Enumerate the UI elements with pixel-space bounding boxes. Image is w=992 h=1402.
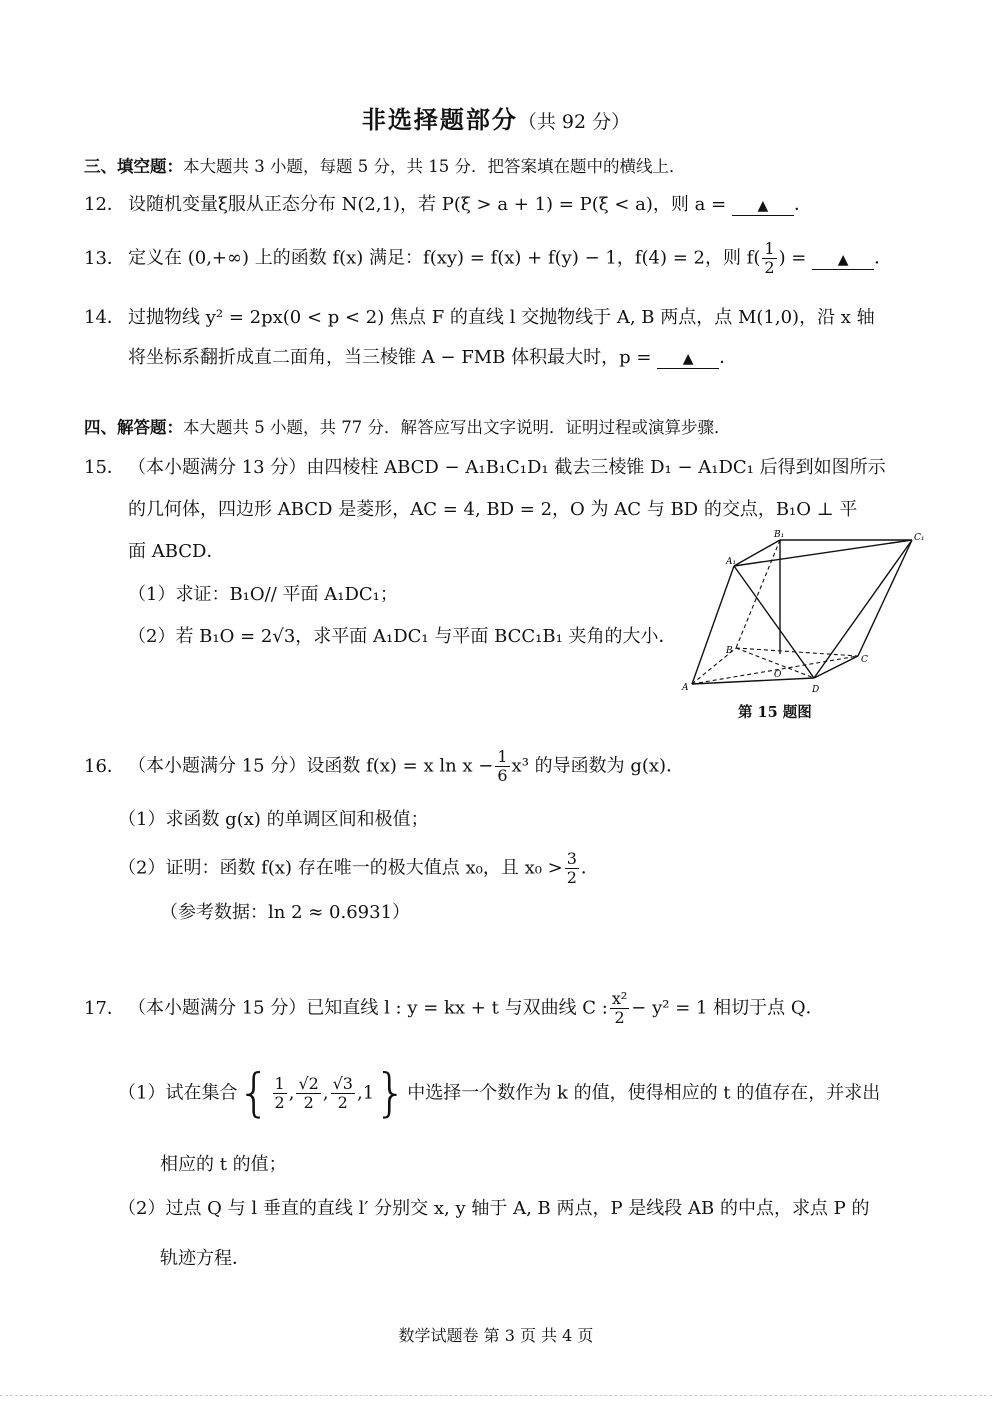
page-edge-line: [0, 1395, 992, 1396]
question-17-part2: （2）过点 Q 与 l 垂直的直线 l′ 分别交 x, y 轴于 A, B 两点，P 是线段 AB 的中点，求点 P 的: [118, 1198, 870, 1219]
figure-caption: 第 15 题图: [738, 704, 812, 721]
set-element-1: $\frac{1}{2}$: [274, 1074, 285, 1112]
question-13: 13． 定义在 (0,+∞) 上的函数 f(x) 满足：f(xy) = f(x) + f(y) − 1，f(4) = 2，则 f( $\frac{1}{2}$ ) = ▲ ．: [84, 239, 893, 277]
edge-a1-d: [734, 566, 814, 678]
set-element-2: $\frac{√2}{2}$: [298, 1074, 319, 1112]
edge-d-c: [814, 656, 858, 678]
fraction: $\frac{3}{2}$: [566, 849, 577, 887]
set-element-3: $\frac{√3}{2}$: [332, 1074, 353, 1112]
question-16: 16． （本小题满分 15 分）设函数 f(x) = x ln x − $\frac{1}{6}$ x³ 的导函数为 g(x)．: [84, 747, 685, 785]
edge-c1-c: [858, 540, 912, 656]
page-footer: 数学试题卷 第 3 页 共 4 页: [398, 1326, 594, 1345]
right-brace-icon: }: [374, 1063, 408, 1124]
set-element-4: 1: [362, 1082, 375, 1104]
edge-a1-a: [692, 566, 734, 684]
answer-blank: ▲: [657, 350, 719, 369]
question-16-reference: （参考数据：ln 2 ≈ 0.6931）: [160, 902, 411, 923]
left-brace-icon: {: [237, 1063, 271, 1124]
edge-a-d: [692, 678, 814, 684]
question-15-line2: 的几何体，四边形 ABCD 是菱形，AC = 4, BD = 2，O 为 AC 与 BD 的交点，B₁O ⊥ 平: [128, 499, 858, 520]
fraction: $\frac{1}{6}$: [497, 747, 508, 785]
question-15: 15． （本小题满分 13 分）由四棱柱 ABCD − A₁B₁C₁D₁ 截去三棱锥 D₁ − A₁DC₁ 后得到如图所示: [84, 457, 886, 478]
question-12: 12． 设随机变量ξ服从正态分布 N(2,1)，若 P(ξ > a + 1) = P(ξ < a)，则 a = ▲ ．: [84, 194, 812, 215]
label-c: C: [861, 655, 868, 665]
label-o: O: [774, 670, 782, 680]
question-17-part1: （1）试在集合{ $\frac{1}{2}$ , $\frac{√2}{2}$ , $\frac{√3}{2}$ ,1}中选择一个数作为 k 的值，使得相应的 t 的值存在，并求出: [118, 1063, 881, 1124]
edge-b1-b-hidden: [736, 540, 780, 648]
label-b1: B₁: [774, 530, 785, 540]
question-15-part2: （2）若 B₁O = 2√3，求平面 A₁DC₁ 与平面 BCC₁B₁ 夹角的大小．: [128, 626, 677, 647]
fraction: $\frac{\text{x²}}{2}$: [611, 989, 628, 1027]
label-c1: C₁: [914, 533, 925, 543]
question-15-part1: （1）求证：B₁O// 平面 A₁DC₁；: [128, 584, 398, 605]
question-14: 14． 过抛物线 y² = 2px(0 < p < 2) 焦点 F 的直线 l 交抛物线于 A, B 两点，点 M(1,0)，沿 x 轴: [84, 307, 875, 328]
edge-a1-c1: [734, 540, 912, 566]
section-fill-blank-header: 三、填空题：本大题共 3 小题，每题 5 分，共 15 分．把答案填在题中的横线上．: [84, 157, 686, 176]
answer-blank: ▲: [732, 197, 794, 216]
fraction: $\frac{1}{2}$: [764, 239, 775, 277]
label-a1: A₁: [726, 557, 737, 567]
title-note: （共 92 分）: [517, 111, 631, 133]
question-16-part1: （1）求函数 g(x) 的单调区间和极值；: [118, 809, 429, 830]
label-b: B: [726, 646, 733, 656]
question-15-line3: 面 ABCD．: [128, 541, 225, 562]
question-17: 17． （本小题满分 15 分）已知直线 l : y = kx + t 与双曲线 C : $\frac{\text{x²}}{2}$ − y² = 1 相切于点 Q．: [84, 989, 824, 1027]
label-a: A: [682, 683, 689, 693]
question-14-line2: 将坐标系翻折成直二面角，当三棱锥 A − FMB 体积最大时，p = ▲ ．: [128, 347, 738, 368]
section-solution-header: 四、解答题：本大题共 5 小题，共 77 分．解答应写出文字说明．证明过程或演算步骤．: [84, 418, 731, 437]
question-16-part2: （2）证明：函数 f(x) 存在唯一的极大值点 x₀，且 x₀ > $\frac{3}{2}$ ．: [118, 849, 599, 887]
geometry-figure: [676, 526, 936, 698]
label-d: D: [812, 685, 820, 695]
page-title: 非选择题部分（共 92 分）: [361, 105, 631, 134]
question-17-part1-cont: 相应的 t 的值；: [160, 1154, 287, 1175]
question-17-part2-cont: 轨迹方程．: [160, 1248, 250, 1269]
answer-blank: ▲: [812, 251, 874, 270]
